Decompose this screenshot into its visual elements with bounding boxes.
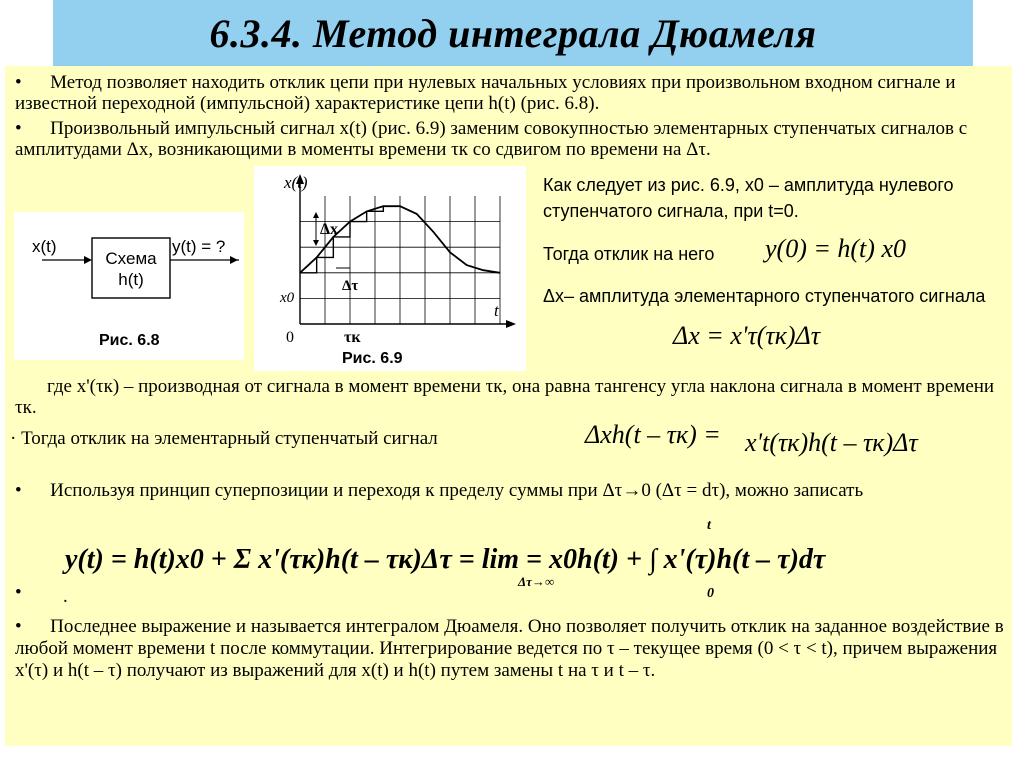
slide-title: 6.3.4. Метод интеграла Дюамеля bbox=[209, 10, 817, 56]
origin-label: 0 bbox=[286, 329, 294, 346]
x-axis-label: t bbox=[494, 301, 499, 320]
title-bar bbox=[53, 0, 973, 66]
figure-6-9-caption: Рис. 6.9 bbox=[342, 350, 403, 367]
tauk-label: τк bbox=[344, 329, 361, 346]
empty-bullet: • bbox=[15, 582, 22, 603]
bullet: • bbox=[15, 118, 22, 139]
formula-3a: Δxh(t – τк) = bbox=[585, 420, 721, 449]
output-label: y(t) = ? bbox=[172, 237, 226, 256]
paragraph-7-text: Последнее выражение и называется интегралом Дюамеля. Оно позволяет получить отклик на заданное воздействие в любой момент времени t после коммутации. Интегрирование ведется по τ – текущее время (0 < τ < t), причем выражения x'(τ) и h(t – τ) получают из выражений для x(t) и h(t) путем замены t на τ и t – τ. bbox=[15, 616, 1004, 681]
formula-1: y(0) = h(t) x0 bbox=[765, 234, 906, 263]
dot: . bbox=[63, 586, 68, 607]
dx-marker-up bbox=[313, 212, 319, 218]
x0-label: x0 bbox=[280, 290, 295, 306]
right-text-2: Тогда отклик на него bbox=[543, 244, 715, 264]
dtau-label: Δτ bbox=[342, 278, 359, 294]
chart-6-9 bbox=[254, 166, 526, 371]
output-arrowhead bbox=[230, 256, 238, 264]
right-text-1: Как следует из рис. 6.9, x0 – амплитуда нулевого ступенчатого сигнала, при t=0. bbox=[543, 175, 954, 221]
figure-6-8-caption: Рис. 6.8 bbox=[99, 332, 160, 349]
paragraph-2-text: Произвольный импульсный сигнал x(t) (рис. 6.9) заменим совокупностью элементарных ступенчатых сигналов с амплитудами Δx, возникающими в моменты времени τк со сдвигом по времени на Δτ. bbox=[15, 118, 968, 160]
paragraph-4: · Тогда отклик на элементарный ступенчатый сигнал bbox=[10, 428, 438, 449]
bullet: • bbox=[15, 72, 22, 93]
paragraph-5-text: Используя принцип суперпозиции и переходя к пределу суммы при Δτ→0 (Δτ = dτ), можно записать bbox=[50, 480, 864, 501]
formula-2: Δx = x'τ(τк)Δτ bbox=[673, 321, 821, 350]
right-text-3: Δx– амплитуда элементарного ступенчатого сигнала bbox=[543, 286, 986, 306]
dx-marker-down bbox=[313, 240, 319, 246]
figure-6-8 bbox=[14, 212, 244, 360]
integral-upper-limit: t bbox=[707, 518, 711, 533]
paragraph-7 bbox=[15, 616, 1005, 682]
grid bbox=[300, 196, 500, 324]
y-axis-label: x(t) bbox=[284, 173, 308, 192]
dx-label: Δx bbox=[320, 221, 339, 238]
figure-6-9 bbox=[254, 166, 526, 371]
block-diagram bbox=[14, 212, 244, 360]
box-label-1: Схема bbox=[105, 249, 157, 268]
formula-duhamel: y(t) = h(t)x0 + Σ x'(τк)h(t – τк)Δτ = lim = x0h(t) + ∫ x'(τ)h(t – τ)dτ bbox=[65, 544, 826, 575]
box-label-2: h(t) bbox=[118, 270, 144, 289]
scheme-box bbox=[92, 238, 170, 298]
integral-lower-limit: 0 bbox=[707, 586, 714, 601]
formula-3b: x't(τк)h(t – τк)Δτ bbox=[745, 428, 918, 457]
content-area bbox=[5, 66, 1012, 746]
paragraph-1 bbox=[15, 72, 1005, 114]
input-label: x(t) bbox=[32, 237, 57, 256]
bullet: • bbox=[15, 616, 22, 637]
x-axis-arrow bbox=[506, 320, 516, 328]
paragraph-5 bbox=[15, 480, 1005, 501]
limit-subscript: Δτ→∞ bbox=[518, 574, 555, 589]
paragraph-3: где x'(τк) – производная от сигнала в момент времени τк, она равна тангенсу угла наклона сигнала в момент времени τк. bbox=[15, 376, 995, 418]
paragraph-2 bbox=[15, 118, 1005, 160]
input-arrowhead bbox=[84, 256, 92, 264]
bullet: • bbox=[15, 480, 22, 501]
paragraph-1-text: Метод позволяет находить отклик цепи при нулевых начальных условиях при произвольном входном сигнале и известной переходной (импульсной) характеристике цепи h(t) (рис. 6.8). bbox=[15, 72, 956, 114]
